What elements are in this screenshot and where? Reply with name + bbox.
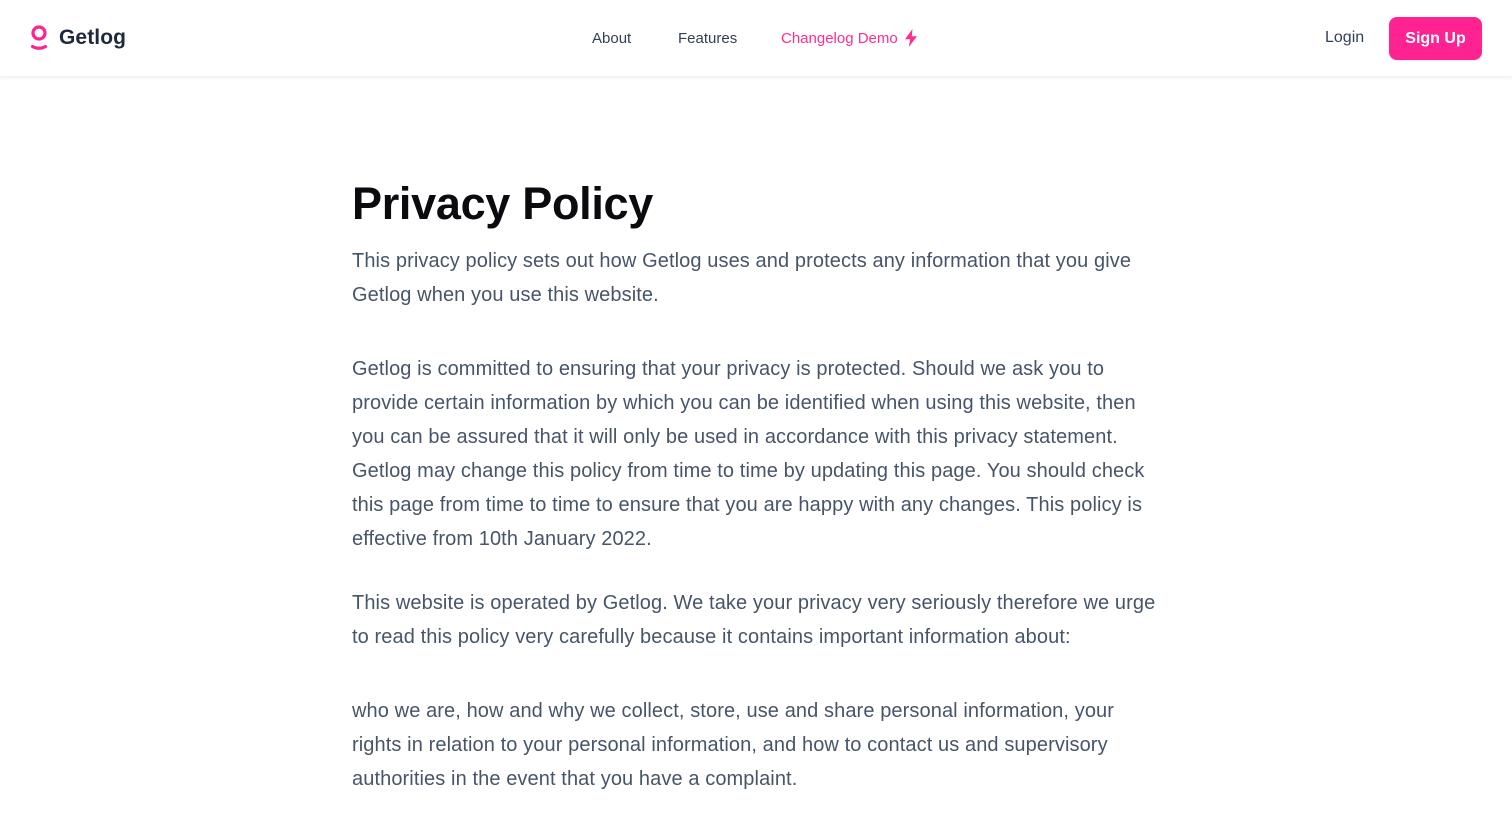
operator-paragraph: This website is operated by Getlog. We take your privacy very seriously therefore we urge to read this policy very carefully because it contains important information about: [352,592,1156,648]
nav-link-changelog-demo[interactable] [781,29,918,47]
nav-link-features[interactable]: Features [678,30,738,47]
lightning-bolt-icon [904,29,918,47]
commitment-paragraph: Getlog is committed to ensuring that your privacy is protected. Should we ask you to provide certain information by which you can be identified when using this website, then you can be assured that it will only be used in accordance with this privacy statement. Getlog may change this policy from time to time by updating this page. You should check this page from time to time to ensure that you are happy with any changes. This policy is effective from 10th January 2022. [352,358,1145,550]
privacy-policy-content [352,178,1164,796]
sign-up-button[interactable]: Sign Up [1389,17,1482,60]
page-title: Privacy Policy [352,178,654,229]
login-link[interactable]: Login [1325,29,1365,46]
nav-link-changelog-demo-label: Changelog Demo [781,29,898,47]
nav-link-about[interactable]: About [592,30,632,47]
top-navbar [0,0,1512,77]
intro-paragraph: This privacy policy sets out how Getlog uses and protects any information that you give Getlog when you use this website. [352,250,1132,306]
getlog-logo-icon [30,25,48,51]
brand-name: Getlog [59,26,127,49]
brand-logo-link[interactable] [30,24,126,52]
topics-paragraph: who we are, how and why we collect, store, use and share personal information, your rights in relation to your personal information, and how to contact us and supervisory authorities in the event that you have a complaint. [352,700,1115,790]
